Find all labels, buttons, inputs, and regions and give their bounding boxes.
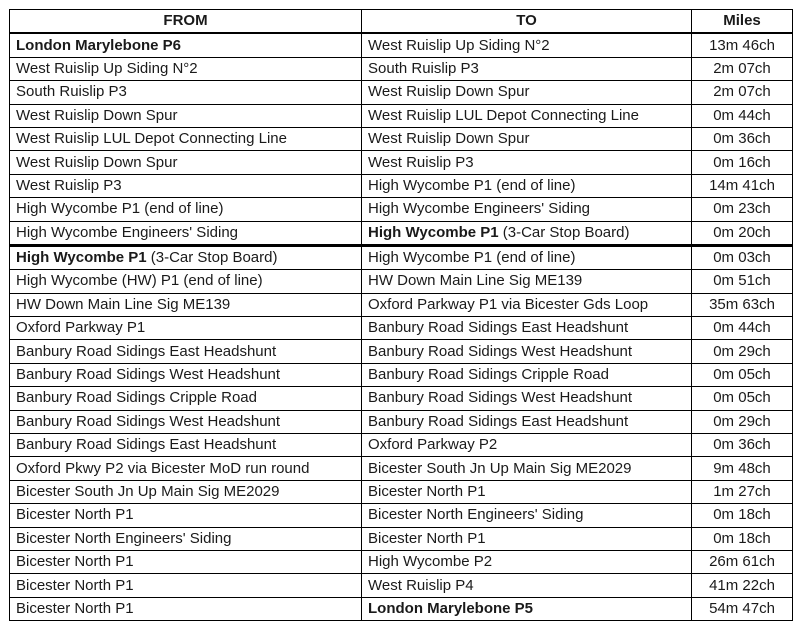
to-cell: High Wycombe P1 (end of line) (362, 174, 692, 197)
to-cell: High Wycombe Engineers' Siding (362, 198, 692, 221)
from-cell: Bicester North P1 (10, 504, 362, 527)
from-cell: West Ruislip Up Siding N°2 (10, 57, 362, 80)
miles-cell: 35m 63ch (692, 293, 793, 316)
table-row (10, 81, 793, 104)
from-cell: High Wycombe (HW) P1 (end of line) (10, 270, 362, 293)
from-cell: Banbury Road Sidings West Headshunt (10, 363, 362, 386)
miles-cell: 0m 44ch (692, 317, 793, 340)
from-cell-rest: (3-Car Stop Board) (146, 249, 278, 267)
from-cell: High Wycombe P1 (end of line) (10, 198, 362, 221)
table-row (10, 57, 793, 80)
miles-cell: 2m 07ch (692, 81, 793, 104)
to-cell: London Marylebone P5 (362, 597, 692, 620)
miles-cell: 0m 44ch (692, 104, 793, 127)
miles-cell: 0m 18ch (692, 504, 793, 527)
miles-cell: 0m 03ch (692, 245, 793, 269)
miles-header: Miles (692, 10, 793, 34)
table-row (10, 221, 793, 245)
table-row (10, 151, 793, 174)
from-cell: Banbury Road Sidings East Headshunt (10, 434, 362, 457)
from-cell: Bicester North Engineers' Siding (10, 527, 362, 550)
table-row (10, 597, 793, 620)
to-header: TO (362, 10, 692, 34)
to-cell: Bicester South Jn Up Main Sig ME2029 (362, 457, 692, 480)
miles-cell: 41m 22ch (692, 574, 793, 597)
table-row (10, 270, 793, 293)
from-cell: Oxford Parkway P1 (10, 317, 362, 340)
miles-cell: 9m 48ch (692, 457, 793, 480)
from-cell-bold-part: High Wycombe P1 (16, 249, 147, 267)
table-row (10, 550, 793, 573)
miles-cell: 0m 36ch (692, 127, 793, 150)
from-cell: Banbury Road Sidings East Headshunt (10, 340, 362, 363)
table-row (10, 434, 793, 457)
table-row (10, 340, 793, 363)
miles-cell: 0m 36ch (692, 434, 793, 457)
from-header: FROM (10, 10, 362, 34)
table-row (10, 33, 793, 57)
miles-cell: 0m 29ch (692, 340, 793, 363)
to-cell: Bicester North Engineers' Siding (362, 504, 692, 527)
to-cell: High Wycombe P2 (362, 550, 692, 573)
table-row (10, 104, 793, 127)
to-cell: HW Down Main Line Sig ME139 (362, 270, 692, 293)
to-cell: West Ruislip P4 (362, 574, 692, 597)
from-cell: Bicester North P1 (10, 597, 362, 620)
from-cell: West Ruislip Down Spur (10, 104, 362, 127)
miles-cell: 0m 29ch (692, 410, 793, 433)
from-cell: HW Down Main Line Sig ME139 (10, 293, 362, 316)
to-cell: Bicester North P1 (362, 480, 692, 503)
route-mileage-table (9, 9, 793, 621)
miles-cell: 0m 23ch (692, 198, 793, 221)
miles-cell: 0m 51ch (692, 270, 793, 293)
to-cell: South Ruislip P3 (362, 57, 692, 80)
to-cell: Banbury Road Sidings West Headshunt (362, 340, 692, 363)
to-cell: West Ruislip LUL Depot Connecting Line (362, 104, 692, 127)
from-cell: South Ruislip P3 (10, 81, 362, 104)
to-cell: High Wycombe P1 (end of line) (362, 245, 692, 269)
table-row (10, 504, 793, 527)
miles-cell: 0m 16ch (692, 151, 793, 174)
miles-cell: 0m 18ch (692, 527, 793, 550)
from-cell: West Ruislip LUL Depot Connecting Line (10, 127, 362, 150)
from-cell: High Wycombe Engineers' Siding (10, 221, 362, 245)
miles-cell: 0m 05ch (692, 363, 793, 386)
to-cell: Oxford Parkway P2 (362, 434, 692, 457)
to-cell (362, 221, 692, 245)
table-row (10, 410, 793, 433)
table-row (10, 293, 793, 316)
table-row (10, 527, 793, 550)
table-row (10, 245, 793, 269)
to-cell-rest: (3-Car Stop Board) (498, 223, 630, 241)
from-cell: Bicester North P1 (10, 550, 362, 573)
miles-cell: 2m 07ch (692, 57, 793, 80)
miles-cell: 0m 05ch (692, 387, 793, 410)
from-cell: Bicester South Jn Up Main Sig ME2029 (10, 480, 362, 503)
header-row (10, 10, 793, 34)
miles-cell: 13m 46ch (692, 33, 793, 57)
from-cell: London Marylebone P6 (10, 33, 362, 57)
to-cell: West Ruislip Down Spur (362, 81, 692, 104)
to-cell-bold-part: High Wycombe P1 (368, 223, 499, 241)
table-row (10, 574, 793, 597)
to-cell: Banbury Road Sidings West Headshunt (362, 387, 692, 410)
table-row (10, 174, 793, 197)
route-rows (10, 33, 793, 620)
to-cell: Bicester North P1 (362, 527, 692, 550)
to-cell: West Ruislip P3 (362, 151, 692, 174)
miles-cell: 0m 20ch (692, 221, 793, 245)
from-cell: Oxford Pkwy P2 via Bicester MoD run round (10, 457, 362, 480)
to-cell: Banbury Road Sidings East Headshunt (362, 410, 692, 433)
to-cell: West Ruislip Up Siding N°2 (362, 33, 692, 57)
miles-cell: 54m 47ch (692, 597, 793, 620)
from-cell: West Ruislip P3 (10, 174, 362, 197)
table-row (10, 127, 793, 150)
table-row (10, 198, 793, 221)
table-row (10, 457, 793, 480)
miles-cell: 1m 27ch (692, 480, 793, 503)
from-cell: Banbury Road Sidings Cripple Road (10, 387, 362, 410)
miles-cell: 26m 61ch (692, 550, 793, 573)
to-cell: Banbury Road Sidings Cripple Road (362, 363, 692, 386)
table-row (10, 480, 793, 503)
from-cell (10, 245, 362, 269)
from-cell: Bicester North P1 (10, 574, 362, 597)
from-cell: West Ruislip Down Spur (10, 151, 362, 174)
to-cell: Oxford Parkway P1 via Bicester Gds Loop (362, 293, 692, 316)
table-row (10, 317, 793, 340)
miles-cell: 14m 41ch (692, 174, 793, 197)
to-cell: West Ruislip Down Spur (362, 127, 692, 150)
from-cell: Banbury Road Sidings West Headshunt (10, 410, 362, 433)
to-cell: Banbury Road Sidings East Headshunt (362, 317, 692, 340)
table-row (10, 387, 793, 410)
table-row (10, 363, 793, 386)
